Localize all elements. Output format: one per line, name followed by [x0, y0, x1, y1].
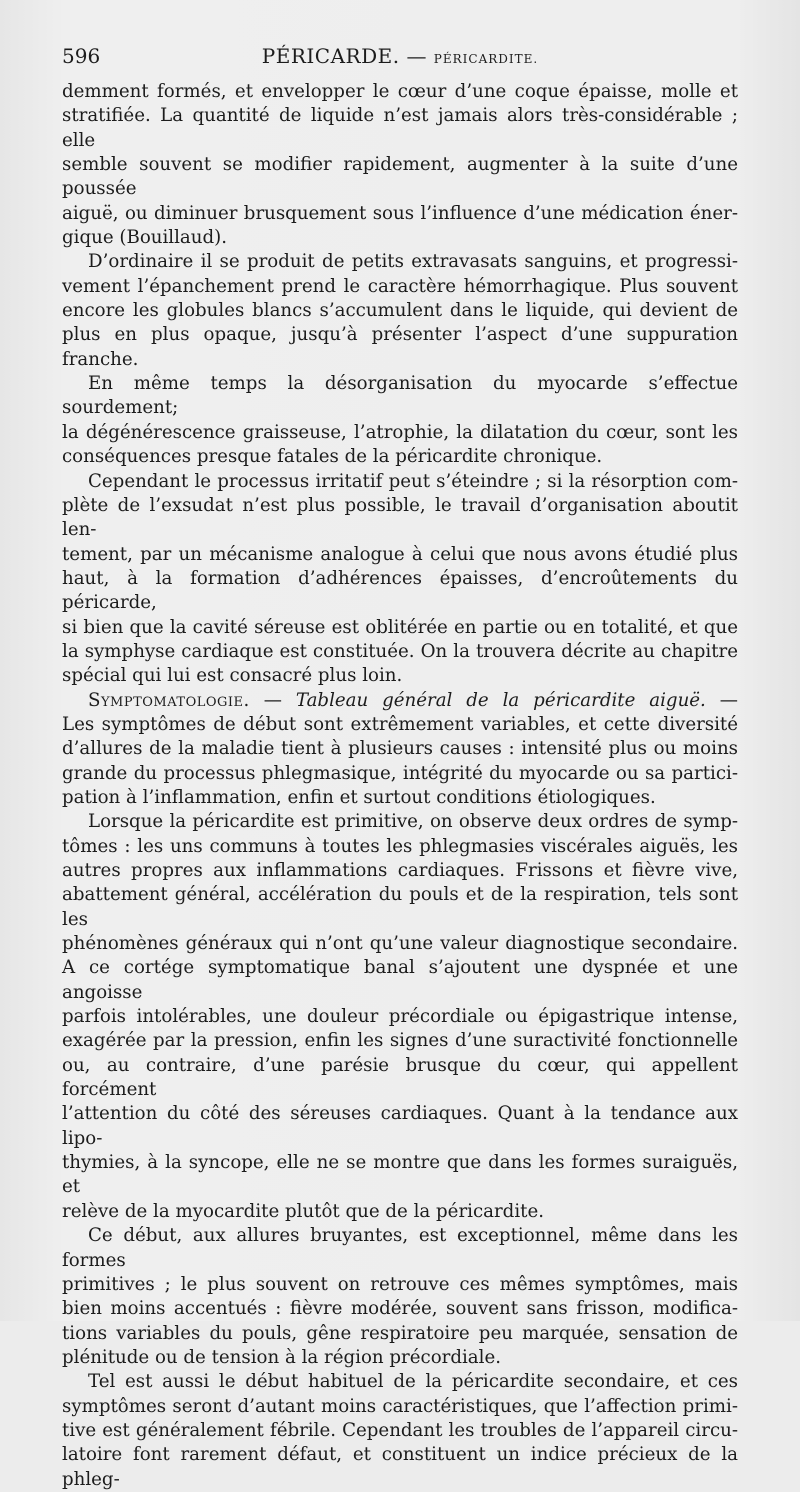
text-line: parfois intolérables, une douleur précordiale ou épigastrique intense, [62, 1006, 738, 1028]
text-line: Lorsque la péricardite est primitive, on observe deux ordres de symp- [88, 811, 738, 833]
text-line: plète de l’exsudat n’est plus possible, le travail d’organisation aboutit len- [62, 494, 738, 541]
text-line: tive est généralement fébrile. Cependant les troubles de l’appareil circu- [62, 1419, 738, 1441]
heading-dash: — [263, 689, 282, 711]
text-line: D’ordinaire il se produit de petits extravasats sanguins, et progressi- [88, 251, 738, 273]
text-line: tement, par un mécanisme analogue à celui que nous avons étudié plus [62, 543, 738, 565]
text-line: tômes : les uns communs à toutes les phlegmasies viscérales aiguës, les [62, 835, 738, 857]
section-subtitle: PÉRICARDITE. [433, 52, 539, 66]
text-line: Tel est aussi le début habituel de la péricardite secondaire, et ces [88, 1371, 738, 1393]
running-title [62, 44, 738, 68]
text-line: vement l’épanchement prend le caractère hémorrhagique. Plus souvent [62, 275, 738, 297]
text-line: d’allures de la maladie tient à plusieurs causes : intensité plus ou moins [62, 738, 738, 760]
text-line: latoire font rarement défaut, et constituent un indice précieux de la phleg- [62, 1444, 738, 1490]
body-text [62, 80, 738, 1492]
text-line: primitives ; le plus souvent on retrouve ces mêmes symptômes, mais [62, 1273, 738, 1295]
text-line: A ce cortége symptomatique banal s’ajoutent une dyspnée et une angoisse [62, 957, 738, 1003]
text-line: symptômes seront d’autant moins caractéristiques, que l’affection primi- [62, 1395, 738, 1417]
text-line: Les symptômes de début sont extrêmement variables, et cette diversité [62, 713, 738, 735]
text-line: plénitude ou de tension à la région précordiale. [62, 1346, 501, 1368]
section-heading: Symptomatologie. [88, 689, 250, 711]
text-line: tions variables du pouls, gêne respiratoire peu marquée, sensation de [62, 1322, 738, 1344]
text-line: encore les globules blancs s’accumulent dans le liquide, qui devient de [62, 300, 738, 322]
text-line: gique (Bouillaud). [62, 227, 228, 249]
text-line: l’attention du côté des séreuses cardiaques. Quant à la tendance aux lipo- [62, 1103, 738, 1149]
text-line: Cependant le processus irritatif peut s’éteindre ; si la résorption com- [88, 470, 738, 492]
section-heading-line [62, 689, 738, 713]
text-line: Ce début, aux allures bruyantes, est exceptionnel, même dans les formes [62, 1225, 738, 1271]
text-line: semble souvent se modifier rapidement, augmenter à la suite d’une poussée [62, 154, 738, 200]
heading-dash: — [719, 689, 738, 711]
text-line: exagérée par la pression, enfin les signes d’une suractivité fonctionnelle [62, 1030, 738, 1052]
text-line: pation à l’inflammation, enfin et surtout conditions étiologiques. [62, 786, 656, 808]
text-line: phénomènes généraux qui n’ont qu’une valeur diagnostique secondaire. [62, 933, 738, 955]
text-line: franche. [62, 348, 139, 370]
text-line: En même temps la désorganisation du myocarde s’effectue sourdement; [62, 373, 738, 419]
text-line: plus en plus opaque, jusqu’à présenter l’aspect d’une suppuration [62, 324, 738, 346]
text-line: spécial qui lui est consacré plus loin. [62, 665, 403, 687]
page-number: 596 [62, 44, 101, 68]
text-line: autres propres aux inflammations cardiaques. Frissons et fièvre vive, [62, 860, 738, 881]
text-line: la symphyse cardiaque est constituée. On la trouvera décrite au chapitre [62, 640, 738, 662]
text-line: grande du processus phlegmasique, intégrité du myocarde ou sa partici- [62, 762, 738, 784]
text-line: abattement général, accélération du pouls et de la respiration, tels sont les [62, 884, 738, 930]
text-line: ou, au contraire, d’une parésie brusque du cœur, qui appellent forcément [62, 1054, 738, 1101]
text-line: la dégénérescence graisseuse, l’atrophie, la dilatation du cœur, sont les [62, 421, 738, 443]
text-line: aiguë, ou diminuer brusquement sous l’influence d’une médication éner- [62, 202, 738, 224]
text-line: conséquences presque fatales de la péricardite chronique. [62, 446, 603, 468]
text-line: stratifiée. La quantité de liquide n’est jamais alors très-considérable ; elle [62, 105, 738, 151]
section-subheading: Tableau général de la péricardite aiguë. [295, 689, 706, 711]
running-header [62, 44, 738, 74]
text-line: bien moins accentués : fièvre modérée, souvent sans frisson, modifica- [62, 1298, 738, 1320]
chapter-title: PÉRICARDE. [261, 44, 400, 68]
text-line: si bien que la cavité séreuse est oblitérée en partie ou en totalité, et que [62, 616, 738, 638]
title-separator: — [406, 44, 427, 68]
text-line: relève de la myocardite plutôt que de la péricardite. [62, 1200, 544, 1222]
text-line: thymies, à la syncope, elle ne se montre que dans les formes suraiguës, et [62, 1152, 738, 1198]
text-line: haut, à la formation d’adhérences épaisses, d’encroûtements du péricarde, [62, 567, 738, 614]
text-line: demment formés, et envelopper le cœur d’une coque épaisse, molle et [62, 81, 738, 102]
